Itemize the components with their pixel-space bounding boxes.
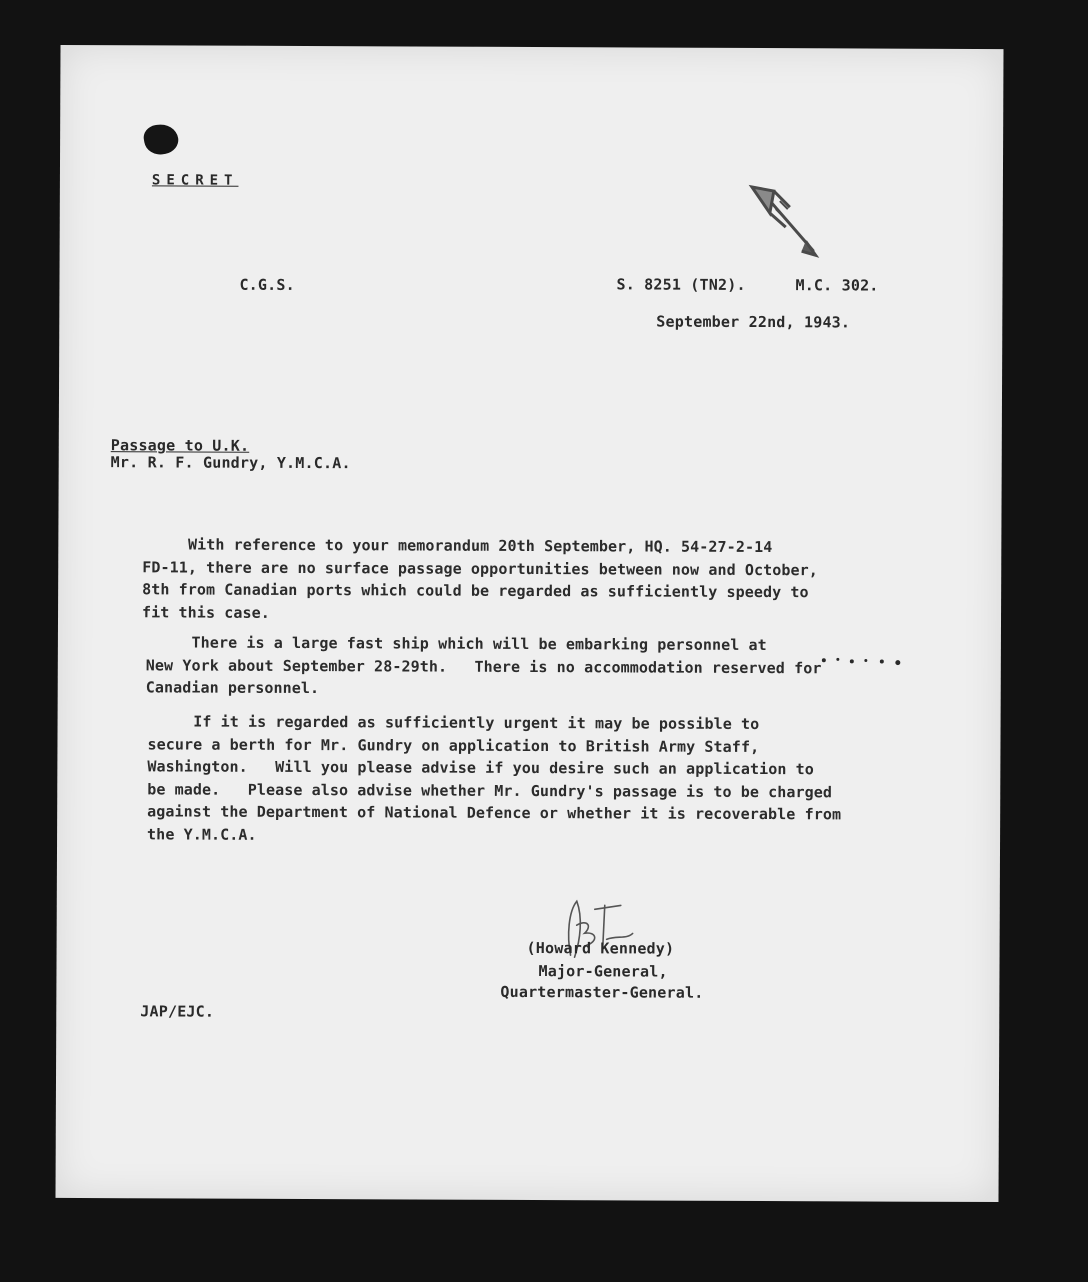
ink-smudge-mark	[818, 652, 914, 670]
file-reference: S. 8251 (TN2).	[616, 275, 746, 294]
body-line: the Y.M.C.A.	[147, 824, 257, 844]
body-line: Canadian personnel.	[145, 678, 320, 698]
body-line: fit this case.	[142, 602, 270, 622]
body-paragraph-2	[146, 631, 822, 701]
body-line: FD-11, there are no surface passage opportunities between now and October,	[142, 557, 818, 579]
signatory-name: (Howard Kennedy)	[526, 938, 675, 958]
body-line: If it is regarded as sufficiently urgent it may be possible to	[147, 712, 760, 734]
ink-blot-mark	[142, 122, 181, 157]
body-line: Washington. Will you please advise if you desire such an application to	[147, 757, 814, 779]
mc-reference: M.C. 302.	[795, 276, 879, 295]
signatory-title: Quartermaster-General.	[500, 982, 704, 1002]
classification-heading: SECRET	[151, 172, 239, 189]
typist-initials: JAP/EJC.	[140, 1002, 215, 1021]
body-paragraph-1	[142, 533, 818, 626]
subject-title: Passage to U.K.	[110, 436, 250, 455]
body-paragraph-3	[147, 710, 842, 848]
sender-code: C.G.S.	[239, 275, 295, 294]
paper-sheet	[55, 45, 1003, 1202]
signatory-rank: Major-General,	[538, 962, 668, 981]
body-line: New York about September 28-29th. There is no accommodation reserved for	[145, 655, 822, 677]
body-line: With reference to your memorandum 20th September, HQ. 54-27-2-14	[142, 535, 773, 557]
body-line: secure a berth for Mr. Gundry on application to British Army Staff,	[147, 734, 760, 756]
body-line: 8th from Canadian ports which could be regarded as sufficiently speedy to	[142, 580, 809, 602]
letter-date: September 22nd, 1943.	[656, 312, 851, 332]
subject-person: Mr. R. F. Gundry, Y.M.C.A.	[110, 453, 351, 473]
body-line: There is a large fast ship which will be embarking personnel at	[145, 633, 767, 655]
arrow-stamp-icon	[744, 181, 824, 263]
body-line: be made. Please also advise whether Mr. Gundry's passage is to be charged	[147, 779, 833, 801]
body-line: against the Department of National Defence or whether it is recoverable from	[147, 802, 842, 824]
